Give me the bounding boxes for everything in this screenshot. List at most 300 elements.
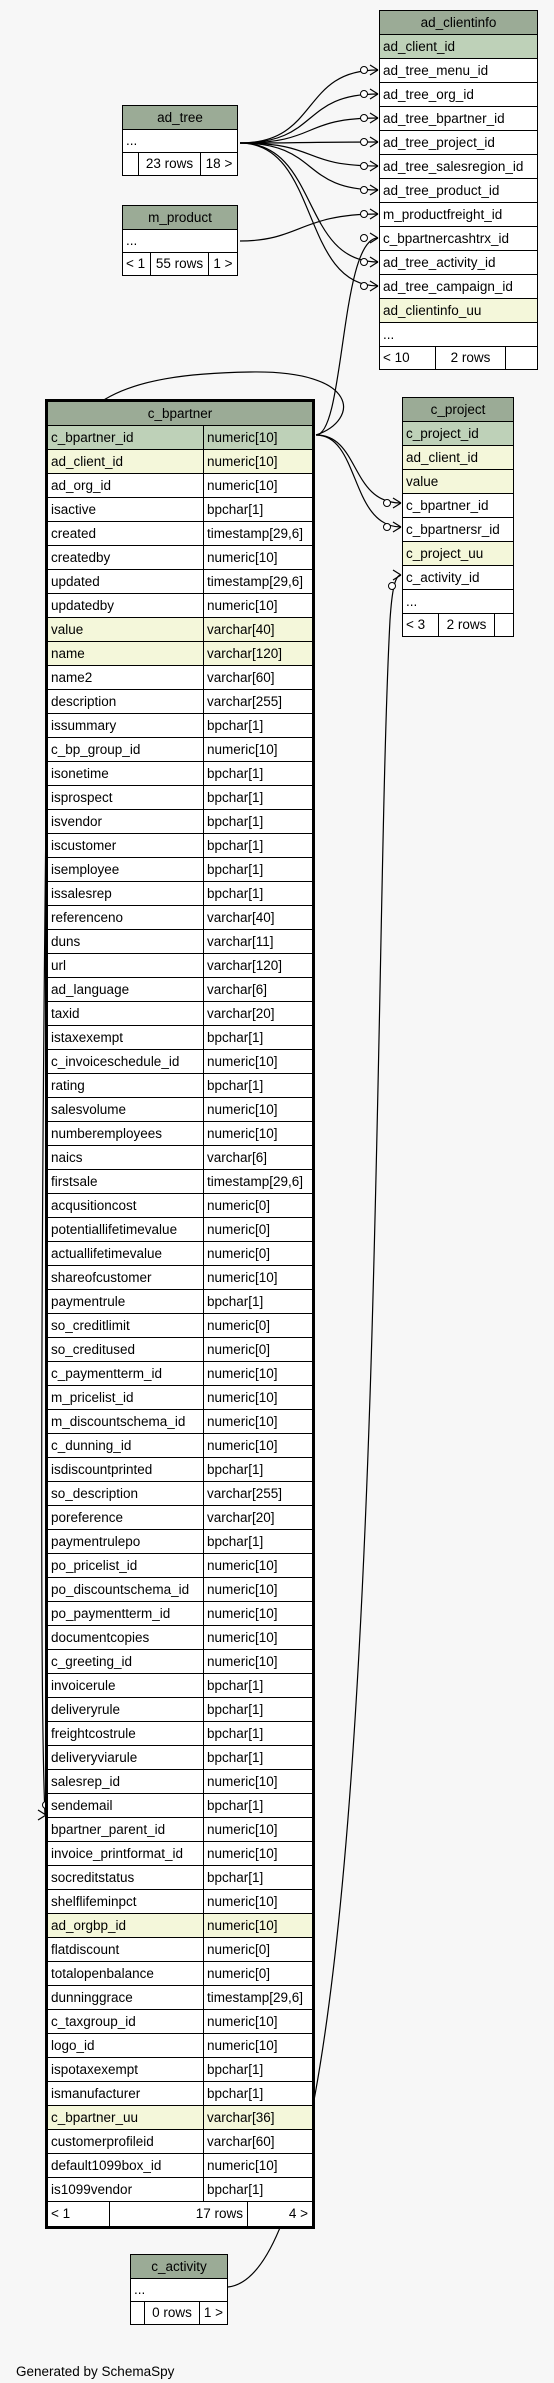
column-row <box>48 858 312 882</box>
column-name: c_dunning_id <box>51 1438 132 1453</box>
table-title: c_activity <box>131 2255 227 2279</box>
column-name: ... <box>126 133 138 148</box>
column-name: customerprofileid <box>51 2134 154 2149</box>
column-type: bpchar[1] <box>203 1722 312 1745</box>
column-name: ... <box>406 594 418 609</box>
column-row <box>48 546 312 570</box>
column-row <box>48 1266 312 1290</box>
column-name: c_activity_id <box>406 570 480 585</box>
table-ad-tree[interactable] <box>122 105 238 176</box>
column-row <box>48 714 312 738</box>
optional-marker-ad-tree <box>361 91 368 98</box>
column-row <box>48 738 312 762</box>
optional-marker-c-bpartner-project <box>384 500 391 507</box>
optional-marker-ad-tree <box>361 67 368 74</box>
column-type: numeric[0] <box>203 1962 312 1985</box>
column-name: so_creditlimit <box>51 1318 130 1333</box>
column-row <box>48 1794 312 1818</box>
column-row <box>131 2279 227 2302</box>
table-title: m_product <box>123 206 237 230</box>
column-name: ad_language <box>51 982 130 997</box>
column-row <box>380 131 537 155</box>
column-name: socreditstatus <box>51 1870 135 1885</box>
column-type: numeric[10] <box>203 1098 312 1121</box>
column-row <box>48 1962 312 1986</box>
table-footer <box>123 153 237 175</box>
column-type: numeric[10] <box>203 1818 312 1841</box>
column-type: numeric[0] <box>203 1938 312 1961</box>
table-footer <box>131 2302 227 2324</box>
table-footer <box>380 347 537 369</box>
column-type: bpchar[1] <box>203 1026 312 1049</box>
column-type: numeric[10] <box>203 1554 312 1577</box>
column-row <box>403 494 513 518</box>
fk-edge-m-product <box>240 214 378 241</box>
column-name: m_pricelist_id <box>51 1390 134 1405</box>
column-type: numeric[10] <box>203 1578 312 1601</box>
column-type: bpchar[1] <box>203 1866 312 1889</box>
column-type: bpchar[1] <box>203 1674 312 1697</box>
column-type: bpchar[1] <box>203 1530 312 1553</box>
column-name: ad_tree_product_id <box>383 183 500 198</box>
column-type: bpchar[1] <box>203 714 312 737</box>
column-name: acqusitioncost <box>51 1198 137 1213</box>
column-row <box>48 570 312 594</box>
column-row <box>48 474 312 498</box>
column-type: bpchar[1] <box>203 1290 312 1313</box>
column-name: po_pricelist_id <box>51 1558 138 1573</box>
optional-marker-c-activity <box>389 583 396 590</box>
column-row <box>380 83 537 107</box>
column-name: url <box>51 958 67 973</box>
column-type: bpchar[1] <box>203 762 312 785</box>
children-count[interactable]: 18 > <box>205 156 233 171</box>
column-type: varchar[255] <box>203 1482 312 1505</box>
column-type: numeric[0] <box>203 1242 312 1265</box>
column-row <box>380 59 537 83</box>
column-name: so_creditused <box>51 1342 136 1357</box>
column-row <box>380 299 537 323</box>
column-type: varchar[40] <box>203 906 312 929</box>
column-name: ispotaxexempt <box>51 2062 139 2077</box>
column-type: bpchar[1] <box>203 810 312 833</box>
table-m-product[interactable] <box>122 205 238 276</box>
column-type: bpchar[1] <box>203 882 312 905</box>
column-name: paymentrulepo <box>51 1534 141 1549</box>
column-row <box>48 1314 312 1338</box>
column-row <box>48 2034 312 2058</box>
column-row <box>48 1146 312 1170</box>
column-name: c_invoiceschedule_id <box>51 1054 180 1069</box>
children-count[interactable] <box>495 614 513 636</box>
column-name: m_productfreight_id <box>383 207 503 222</box>
column-type: numeric[10] <box>203 1650 312 1673</box>
column-type: bpchar[1] <box>203 2082 312 2105</box>
column-row <box>48 1002 312 1026</box>
column-type: numeric[10] <box>203 594 312 617</box>
column-name: value <box>406 474 439 489</box>
column-name: ad_clientinfo_uu <box>383 303 482 318</box>
row-count: 2 rows <box>436 347 506 369</box>
optional-marker-ad-tree <box>361 139 368 146</box>
column-row <box>48 1458 312 1482</box>
children-count[interactable] <box>506 347 537 369</box>
column-row <box>48 834 312 858</box>
column-row <box>48 2130 312 2154</box>
column-row <box>48 1770 312 1794</box>
column-name: c_project_id <box>406 426 479 441</box>
column-type: bpchar[1] <box>203 2058 312 2081</box>
column-row <box>48 2154 312 2178</box>
column-type: numeric[10] <box>203 2154 312 2177</box>
column-row <box>48 2010 312 2034</box>
column-name: c_taxgroup_id <box>51 2014 136 2029</box>
column-row <box>48 978 312 1002</box>
column-name: createdby <box>51 550 111 565</box>
column-row <box>123 130 237 153</box>
column-type: numeric[10] <box>203 546 312 569</box>
column-type: varchar[60] <box>203 666 312 689</box>
column-name: c_project_uu <box>406 546 484 561</box>
column-name: ad_tree_activity_id <box>383 255 496 270</box>
fk-edge-ad-tree <box>240 143 378 190</box>
column-name: iscustomer <box>51 838 117 853</box>
generated-by-label: Generated by SchemaSpy <box>16 2364 175 2379</box>
column-type: varchar[6] <box>203 978 312 1001</box>
column-row <box>380 251 537 275</box>
column-row <box>48 1866 312 1890</box>
column-row <box>48 1290 312 1314</box>
column-name: isprospect <box>51 790 113 805</box>
column-name: isdiscountprinted <box>51 1462 153 1477</box>
column-name: is1099vendor <box>51 2182 133 2197</box>
column-type: bpchar[1] <box>203 1698 312 1721</box>
column-row <box>48 1554 312 1578</box>
column-row <box>48 1650 312 1674</box>
column-name: ad_tree_menu_id <box>383 63 489 78</box>
column-type: bpchar[1] <box>203 1794 312 1817</box>
column-row <box>380 323 537 347</box>
column-row <box>48 1842 312 1866</box>
column-type: numeric[10] <box>203 2010 312 2033</box>
fk-edge-ad-tree <box>240 118 378 143</box>
fk-edge-c-bpartner-cashtrx <box>316 238 378 435</box>
column-row <box>48 1098 312 1122</box>
column-row <box>48 1122 312 1146</box>
column-name: shelflifeminpct <box>51 1894 137 1909</box>
column-row <box>48 450 312 474</box>
column-name: issalesrep <box>51 886 112 901</box>
parents-count[interactable] <box>131 2302 145 2324</box>
children-count[interactable]: 1 > <box>213 256 233 271</box>
column-name: po_discountschema_id <box>51 1582 190 1597</box>
column-type: timestamp[29,6] <box>203 1170 312 1193</box>
column-type: varchar[20] <box>203 1002 312 1025</box>
column-type: bpchar[1] <box>203 498 312 521</box>
table-c-project[interactable] <box>402 397 514 637</box>
column-type: varchar[120] <box>203 642 312 665</box>
column-type: numeric[10] <box>203 474 312 497</box>
row-count: 23 rows <box>139 153 201 175</box>
column-name: salesvolume <box>51 1102 127 1117</box>
column-row <box>48 1434 312 1458</box>
column-type: bpchar[1] <box>203 2178 312 2201</box>
column-row <box>48 1386 312 1410</box>
column-type: bpchar[1] <box>203 858 312 881</box>
column-name: ad_tree_org_id <box>383 87 474 102</box>
column-row <box>403 542 513 566</box>
column-type: numeric[10] <box>203 1890 312 1913</box>
column-row <box>48 786 312 810</box>
column-row <box>48 2058 312 2082</box>
column-row <box>380 155 537 179</box>
optional-marker-c-bpartner-project-sr <box>384 524 391 531</box>
column-name: firstsale <box>51 1174 98 1189</box>
column-name: c_bp_group_id <box>51 742 141 757</box>
table-title: c_project <box>403 398 513 422</box>
parents-count[interactable] <box>123 153 139 175</box>
column-row <box>48 762 312 786</box>
column-type: numeric[10] <box>203 1842 312 1865</box>
column-type: timestamp[29,6] <box>203 570 312 593</box>
column-name: poreference <box>51 1510 124 1525</box>
column-type: varchar[20] <box>203 1506 312 1529</box>
column-name: isonetime <box>51 766 109 781</box>
column-name: logo_id <box>51 2038 95 2053</box>
column-type: bpchar[1] <box>203 1458 312 1481</box>
column-name: paymentrule <box>51 1294 126 1309</box>
column-name: naics <box>51 1150 83 1165</box>
column-name: ad_org_id <box>51 478 112 493</box>
column-name: istaxexempt <box>51 1030 124 1045</box>
column-name: updated <box>51 574 100 589</box>
column-name: c_greeting_id <box>51 1654 133 1669</box>
column-row <box>48 1722 312 1746</box>
optional-marker-ad-tree <box>361 259 368 266</box>
column-row <box>48 810 312 834</box>
column-row <box>48 1602 312 1626</box>
column-row <box>48 1938 312 1962</box>
column-type: numeric[10] <box>203 1050 312 1073</box>
column-row <box>380 35 537 59</box>
column-row <box>380 179 537 203</box>
column-type: numeric[10] <box>203 1266 312 1289</box>
row-count: 17 rows <box>110 2202 248 2226</box>
table-ad-clientinfo[interactable] <box>379 10 538 370</box>
table-title: ad_clientinfo <box>380 11 537 35</box>
table-footer <box>403 614 513 636</box>
column-name: ... <box>383 327 395 342</box>
parents-count[interactable]: < 10 <box>380 347 436 369</box>
fk-edge-c-bpartner-project <box>316 435 401 503</box>
column-type: bpchar[1] <box>203 1746 312 1769</box>
column-row <box>48 954 312 978</box>
column-row <box>48 2082 312 2106</box>
column-name: c_paymentterm_id <box>51 1366 163 1381</box>
column-row <box>48 1362 312 1386</box>
column-type: numeric[10] <box>203 1626 312 1649</box>
column-type: varchar[60] <box>203 2130 312 2153</box>
column-name: deliveryviarule <box>51 1750 138 1765</box>
column-name: isemployee <box>51 862 120 877</box>
column-type: timestamp[29,6] <box>203 1986 312 2009</box>
column-name: value <box>51 622 84 637</box>
column-type: numeric[10] <box>203 1362 312 1385</box>
column-row <box>48 666 312 690</box>
column-type: varchar[40] <box>203 618 312 641</box>
column-row <box>48 1242 312 1266</box>
column-type: bpchar[1] <box>203 834 312 857</box>
column-row <box>48 906 312 930</box>
column-name: ad_orgbp_id <box>51 1918 127 1933</box>
column-name: c_bpartner_uu <box>51 2110 139 2125</box>
column-name: deliveryrule <box>51 1702 121 1717</box>
column-row <box>403 590 513 614</box>
column-row <box>403 566 513 590</box>
column-name: so_description <box>51 1486 139 1501</box>
column-row <box>48 642 312 666</box>
column-name: duns <box>51 934 81 949</box>
column-name: freightcostrule <box>51 1726 136 1741</box>
column-row <box>48 1818 312 1842</box>
children-count[interactable]: 4 > <box>288 2206 308 2221</box>
column-name: referenceno <box>51 910 124 925</box>
parents-count[interactable]: < 1 <box>48 2202 110 2226</box>
column-name: salesrep_id <box>51 1774 121 1789</box>
column-type: bpchar[1] <box>203 1074 312 1097</box>
column-row <box>48 1050 312 1074</box>
column-type: numeric[10] <box>203 1914 312 1937</box>
column-type: numeric[10] <box>203 738 312 761</box>
column-type: varchar[120] <box>203 954 312 977</box>
column-row <box>48 1746 312 1770</box>
column-row <box>48 1914 312 1938</box>
column-row <box>380 275 537 299</box>
column-name: name2 <box>51 670 93 685</box>
column-name: ad_tree_salesregion_id <box>383 159 524 174</box>
column-row <box>48 498 312 522</box>
column-type: numeric[10] <box>203 1122 312 1145</box>
parents-count[interactable]: < 1 <box>123 253 151 275</box>
column-name: rating <box>51 1078 85 1093</box>
column-type: numeric[10] <box>203 1410 312 1433</box>
column-name: sendemail <box>51 1798 113 1813</box>
optional-marker-ad-tree <box>361 187 368 194</box>
column-type: numeric[0] <box>203 1218 312 1241</box>
column-name: ... <box>126 233 138 248</box>
column-type: numeric[0] <box>203 1194 312 1217</box>
column-type: numeric[10] <box>203 1434 312 1457</box>
column-name: default1099box_id <box>51 2158 162 2173</box>
column-row <box>48 618 312 642</box>
column-type: numeric[10] <box>203 1386 312 1409</box>
column-row <box>48 1674 312 1698</box>
column-row <box>48 1890 312 1914</box>
column-name: created <box>51 526 97 541</box>
column-row <box>48 2106 312 2130</box>
column-name: ad_tree_bpartner_id <box>383 111 505 126</box>
column-row <box>48 594 312 618</box>
table-title: ad_tree <box>123 106 237 130</box>
parents-count[interactable]: < 3 <box>403 614 439 636</box>
row-count: 0 rows <box>145 2302 200 2324</box>
column-type: varchar[36] <box>203 2106 312 2129</box>
column-type: numeric[10] <box>203 450 312 473</box>
column-type: varchar[255] <box>203 690 312 713</box>
column-name: c_bpartnercashtrx_id <box>383 231 510 246</box>
table-footer <box>48 2202 312 2226</box>
column-row <box>380 227 537 251</box>
column-name: documentcopies <box>51 1630 150 1645</box>
column-row <box>48 930 312 954</box>
column-type: numeric[10] <box>203 1770 312 1793</box>
column-name: ad_tree_campaign_id <box>383 279 513 294</box>
column-name: dunninggrace <box>51 1990 133 2005</box>
column-name: name <box>51 646 85 661</box>
column-row <box>403 422 513 446</box>
column-row <box>403 518 513 542</box>
column-name: updatedby <box>51 598 115 613</box>
column-name: numberemployees <box>51 1126 163 1141</box>
table-c-activity[interactable] <box>130 2254 228 2325</box>
column-row <box>48 522 312 546</box>
column-name: c_bpartner_id <box>406 498 489 513</box>
column-type: numeric[10] <box>203 2034 312 2057</box>
column-name: po_paymentterm_id <box>51 1606 171 1621</box>
column-row <box>48 1506 312 1530</box>
column-name: m_discountschema_id <box>51 1414 186 1429</box>
column-type: varchar[11] <box>203 930 312 953</box>
column-name: flatdiscount <box>51 1942 120 1957</box>
column-type: timestamp[29,6] <box>203 522 312 545</box>
column-row <box>48 1170 312 1194</box>
column-row <box>48 882 312 906</box>
optional-marker-c-bpartner-cashtrx <box>361 235 368 242</box>
column-name: ad_client_id <box>51 454 124 469</box>
column-row <box>48 1074 312 1098</box>
optional-marker-ad-tree <box>361 163 368 170</box>
column-type: bpchar[1] <box>203 786 312 809</box>
column-row <box>123 230 237 253</box>
table-c-bpartner[interactable] <box>45 399 315 2229</box>
column-row <box>48 1338 312 1362</box>
column-row <box>48 426 312 450</box>
column-row <box>48 690 312 714</box>
column-type: numeric[0] <box>203 1338 312 1361</box>
column-name: invoice_printformat_id <box>51 1846 184 1861</box>
column-name: taxid <box>51 1006 80 1021</box>
column-row <box>380 203 537 227</box>
table-title: c_bpartner <box>48 402 312 426</box>
children-count[interactable]: 1 > <box>203 2305 224 2320</box>
fk-edge-ad-tree <box>240 143 378 262</box>
column-name: ismanufacturer <box>51 2086 141 2101</box>
column-row <box>380 107 537 131</box>
column-row <box>48 1218 312 1242</box>
column-row <box>403 446 513 470</box>
column-name: issummary <box>51 718 117 733</box>
optional-marker-ad-tree <box>361 115 368 122</box>
column-row <box>48 1410 312 1434</box>
column-row <box>48 1482 312 1506</box>
column-type: varchar[6] <box>203 1146 312 1169</box>
column-row <box>48 1026 312 1050</box>
column-row <box>48 1698 312 1722</box>
column-row <box>48 1626 312 1650</box>
optional-marker-ad-tree <box>361 283 368 290</box>
column-row <box>48 1194 312 1218</box>
column-name: shareofcustomer <box>51 1270 152 1285</box>
